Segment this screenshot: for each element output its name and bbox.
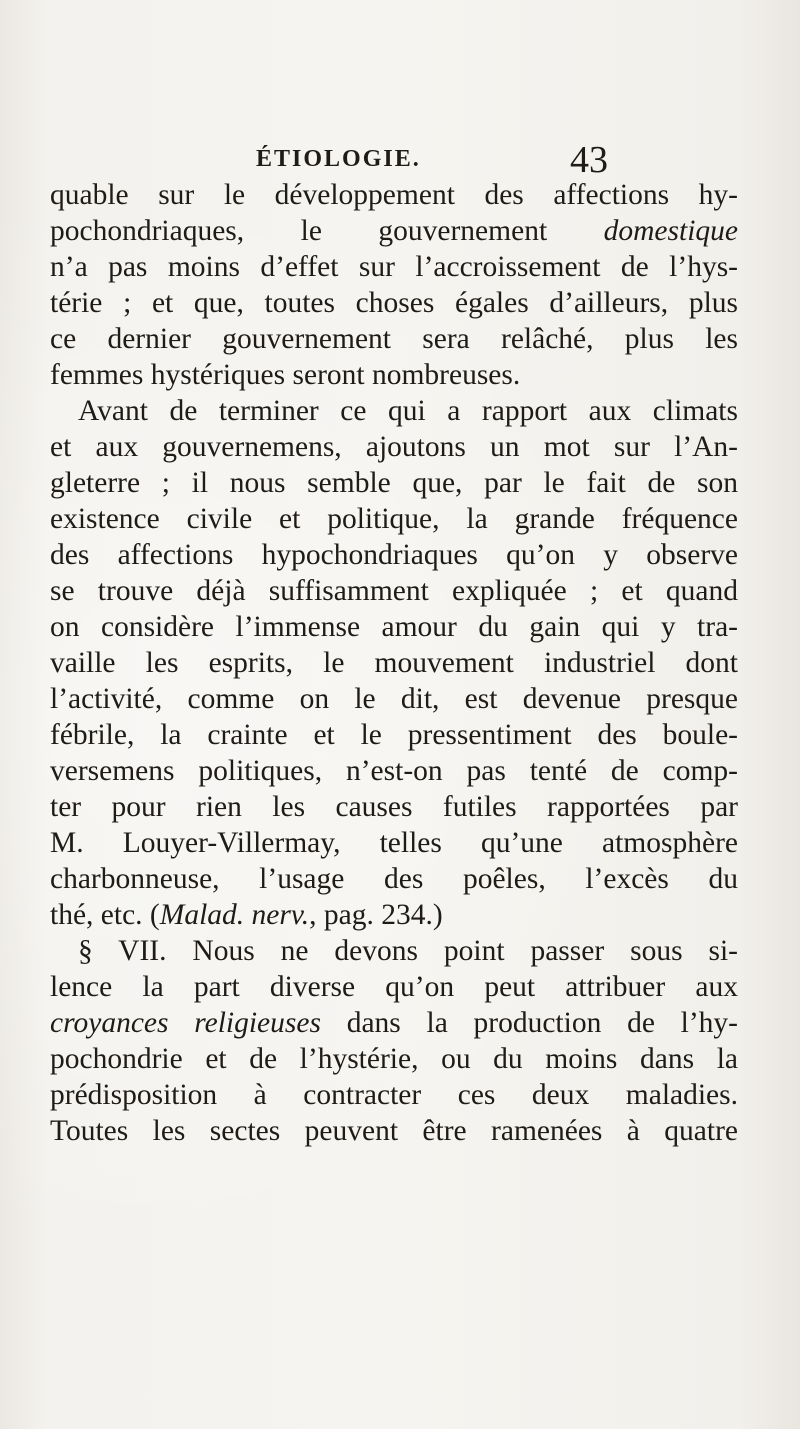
text-span: fébrile, la crainte et le pressentiment des boule- [50, 719, 738, 751]
text-line [50, 321, 738, 357]
running-head [0, 138, 800, 181]
text-line [50, 1005, 738, 1041]
body-text [50, 177, 738, 1149]
text-line [50, 1077, 738, 1113]
text-span: thé, etc. ( [50, 899, 160, 931]
text-line [50, 609, 738, 645]
text-line [50, 753, 738, 789]
text-span: Avant de terminer ce qui a rapport aux climats [78, 395, 738, 427]
italic-text: Malad. nerv. [159, 899, 310, 931]
text-line [50, 465, 738, 501]
text-span: quable sur le développement des affections hy- [50, 179, 738, 211]
text-span: l’activité, comme on le dit, est devenue presque [50, 683, 738, 715]
text-line [50, 177, 738, 213]
text-line [50, 393, 738, 429]
text-line [50, 249, 738, 285]
text-span: gleterre ; il nous semble que, par le fait de son [50, 467, 738, 499]
text-line [50, 789, 738, 825]
text-span: M. Louyer-Villermay, telles qu’une atmosphère [50, 827, 738, 859]
text-span: vaille les esprits, le mouvement industriel dont [50, 647, 738, 679]
text-span: ter pour rien les causes futiles rapportées par [50, 791, 738, 823]
text-line [50, 537, 738, 573]
text-line [50, 645, 738, 681]
text-line [50, 213, 738, 249]
text-span: § VII. Nous ne devons point passer sous si- [78, 935, 738, 967]
text-span: existence civile et politique, la grande fréquence [50, 503, 738, 535]
text-line [50, 681, 738, 717]
text-line [50, 825, 738, 861]
text-span: versemens politiques, n’est-on pas tenté de comp- [50, 755, 738, 787]
text-line [50, 933, 738, 969]
running-head-title: ÉTIOLOGIE. [256, 146, 421, 172]
text-line [50, 717, 738, 753]
text-span: térie ; et que, toutes choses égales d’ailleurs, plus [50, 287, 738, 319]
text-line [50, 429, 738, 465]
text-span: pochondriaques, le gouvernement [50, 215, 604, 247]
text-line [50, 897, 738, 933]
text-span: des affections hypochondriaques qu’on y observe [50, 539, 738, 571]
text-line [50, 573, 738, 609]
text-line [50, 1041, 738, 1077]
text-span: se trouve déjà suffisamment expliquée ; et quand [50, 575, 738, 607]
text-span: charbonneuse, l’usage des poêles, l’excès du [50, 863, 738, 895]
text-line [50, 357, 738, 393]
text-span: et aux gouvernemens, ajoutons un mot sur l’An- [50, 431, 738, 463]
text-span: Toutes les sectes peuvent être ramenées à quatre [50, 1115, 738, 1147]
text-span: dans la production de l’hy- [320, 1007, 738, 1039]
italic-text: croyances religieuses [50, 1007, 321, 1039]
text-span: prédisposition à contracter ces deux maladies. [50, 1079, 738, 1111]
text-line [50, 285, 738, 321]
text-line [50, 501, 738, 537]
italic-text: domestique [603, 215, 738, 247]
text-span: , pag. 234.) [309, 899, 443, 931]
text-line [50, 1113, 738, 1149]
text-line [50, 861, 738, 897]
text-line [50, 969, 738, 1005]
text-span: n’a pas moins d’effet sur l’accroissement de l’hys- [50, 251, 738, 283]
text-span: on considère l’immense amour du gain qui y tra- [50, 611, 738, 643]
text-span: lence la part diverse qu’on peut attribuer aux [50, 971, 738, 1003]
text-span: ce dernier gouvernement sera relâché, plus les [50, 323, 738, 355]
page-number: 43 [570, 139, 608, 181]
text-span: pochondrie et de l’hystérie, ou du moins dans la [50, 1043, 738, 1075]
text-span: femmes hystériques seront nombreuses. [50, 359, 521, 391]
